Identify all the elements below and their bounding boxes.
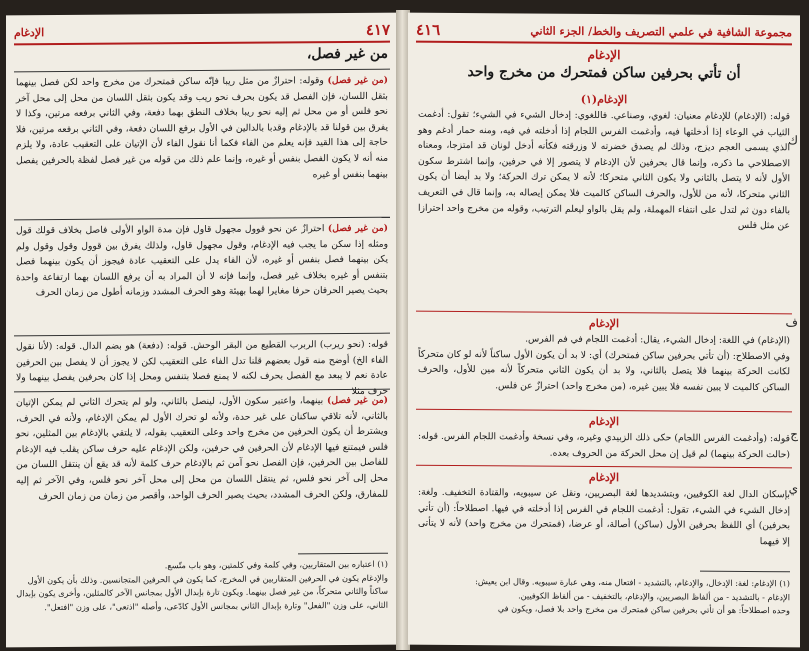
right-sub-heading: الإدغام(١) — [580, 92, 628, 107]
left-footnote-rule — [298, 553, 388, 555]
right-page-header-title: مجموعة الشافية في علمي التصريف والخط/ الجزء الثاني — [530, 23, 792, 39]
right-section-4-heading: الإدغام — [588, 470, 620, 485]
left-rule-2 — [14, 333, 390, 337]
right-main-line: أن تأتي بحرفين ساكن فمتحرك من مخرج واحد — [467, 64, 741, 82]
right-footnote-3: وحده اصطلاحاً: هو أن تأتي بحرفين ساكن فمتحرك من مخرج واحد بلا فصل، ويكون في — [497, 603, 790, 616]
right-section-1-text: قوله: (الإدغام) للإدغام معنيان: لغوي، وصناعي. فاللغوي: إدخال الشيء في الشيء؛ تقول: أدغمت الثياب في الوعاء إذا أدخلتها فيه، وأدغمت الفرس اللجام إذا أدخلته في فيه، ومنه حمار أدغم وهو الذي يسمى العجم ديزج، وذلك لم يصدق خضرته لا وزرقته فكأنه أدخل لونان قد امتزجا، ومعناه الاصطلاحي ما ذكره، وإنما قال بحرفين لأن الإدغام لا يتصور إلا في حرفين، وإنما اشترط سكون الأول لأنه لا يتصل بالثاني ولا يكون الثاني متحركا؛ لأنه لا يمكن ترك الحركة؛ ولا بد أيضا أن يكون الثاني متحركا، لأنه من للأول، والحرف الساكن كالميت فلا يمكن إيصاله به، وإنما قال في التعريف بالفاء دون ثم لتدل على انتفاء المهملة، ولم يقل بالواو ليعلم الترتيب، وقوله من مخرج واحد احترازا عن مثل فلس — [418, 108, 790, 232]
margin-mark-icon: ي — [788, 481, 798, 496]
left-section-1-label: (من غير فصل) — [327, 74, 388, 87]
margin-mark-icon: ج — [790, 427, 798, 442]
right-page-header — [416, 19, 792, 46]
left-section-2-label: (من غير فصل) — [327, 222, 388, 235]
left-section-2-text: احترازٌ عن نحو قوول مجهول قاول فإن مدة الواو الأولى فاصل بخلاف قولك قول ومثله إذا سكن ما يجب فيه الإدغام، وقول مجهول قاول، ولذلك يفرق بين قوول وقول وقول ولم يكن بينهما فصل بنفس أو غيره، لأن الفاء يدل على التعقيب عادة فيجوز أن يكون بينهما فصل بتنفس أو غيره بخلاف غير فصل، وإنما فإنه لا أن المراد به أن يرفع اللسان بهما ارتفاعة واحدة بحيث يصير الحرفان حرفا مغايرا لهما بهيئة وهو الحرف المشدد وزمانه أطول من زمان الحرف — [16, 223, 388, 299]
left-heading: من غير فصل، — [306, 45, 388, 63]
left-section-3-label: (من غير فصل) — [327, 394, 388, 407]
right-footnote-2: الإدغام - بالتشديد - من ألفاظ البصريين، والإدغام، بالتخفيف - من ألفاظ الكوفيين. — [518, 589, 790, 602]
left-section-3 — [16, 393, 388, 548]
right-section-2-text-b: وفي الاصطلاح: (أن تأتي بحرفين ساكن فمتحرك) أي: لا بد أن يكون الأول ساكناً لأنه لو كان متحركاً لكانت الحركة بينهما فلا يتصل بالثاني، ولا بد أن يكون الثاني متحركاً لأنه مين للأول، والحرف الساكن كالميت لا يبين نفسه فلا يبين غيره، (من مخرج واحد) احترازٌ عن فلس. — [418, 348, 790, 394]
right-footnote-rule — [700, 571, 790, 573]
right-section-4 — [418, 485, 790, 556]
right-footnotes — [418, 575, 790, 642]
right-section-3-heading: الإدغام — [588, 414, 620, 429]
left-page-header — [14, 19, 390, 46]
left-page — [6, 13, 398, 648]
right-rule-1 — [416, 311, 792, 315]
right-rule-2 — [416, 409, 792, 413]
margin-mark-icon: ك — [788, 133, 798, 148]
right-section-2 — [418, 331, 790, 408]
right-page — [408, 13, 800, 648]
left-section-1 — [16, 73, 388, 216]
right-section-2-text-a: (الإدغام) في اللغة: إدخال الشيء، يقال: أدغمت اللجام في فم الفرس. — [525, 333, 790, 347]
left-rule-1 — [14, 217, 390, 221]
right-page-number: ٤١٦ — [416, 20, 441, 39]
right-rule-3 — [416, 465, 792, 469]
right-section-3 — [418, 429, 790, 464]
left-section-2 — [16, 221, 388, 332]
left-section-3-text: بينهما، واعتبر سكون الأول، لينصل بالثاني، ولو لم يتحرك الثاني لم يمكن الإتيان بالثاني، لأنه تلاقي ساكنان على غير حدة، ولأنه لو تحرك الأول لم يمكن الإدغام، ولأنه في الحرف، ويشترط أن يكون الحرفين من مخرج واحد وعلى التعقيب بقوله، لا يلتقي بالإدغام بين المثلين، نحو فلس فيمتنع فيها الإدغام لأن الحرفين في حرفين، ولكن الإدغام عليه حرف ساكن يقلب فيه الإدغام للفاصل بين الحرفين، فإن الفصل نحو آمن ثم بالإدغام حرف كلمة لأنه قد يقع أن ينتقل اللسان من محل إلى آخر نحو فلس، ثم ينتقل اللسان من محل إلى محل آخر نحو فلس، وفي الآخر ثم إليه للمفارق، ولكن الحرف المشدد، بحيث يصير الحرف الواحد، وأقصر من زمان من زمان الحرف — [16, 395, 388, 502]
left-section-1-text: وقوله: احترازٌ من مثل ريبا فإنّه ساكن فمتحرك من مخرج واحد لكن فصل بينهما بثقل اللسان، فإن الفصل قد يكون بحرف نحو ريب وقد يكون بثقل اللسان من محل إلى محل آخر نحو فلس أو من محل ثم إليه نحو ريبا بخلاف النطق بهما دفعة، وفي الثاني برفعه مرتين، وكذا لا يفرق بين قولنا قد بالإدغام وقدبا بالدالين في الأول برفع اللسان دفعة، وفي الثاني برفعه مرتين، فلا حاجة إلى هذا القيد فإنه يعلم من الفاء فكما أنا نقول الفاء لأن الإتيان على التعقيب عادة، ولا يلزم منه أنه لا يكون الفصل بنفس أو غيره، وإنما علم ذلك من قوله من غير فصل لفظة بالحرفين يفصل بينهما بنفس أو غيره — [16, 75, 388, 180]
left-rule-3 — [14, 389, 390, 393]
left-box-1 — [16, 337, 388, 397]
left-footnote-1: (١) اعتباره بين المتقاربين، وفي كلمة وفي كلمتين، وهو باب متّسع. — [164, 558, 388, 571]
right-section-3-text: قوله: (وأدغمت الفرس اللجام) حكى ذلك الزبيدي وغيره، وفي نسخة وأدغمت اللجام الفرس. قوله: (حالت الحركة بينهما) لم قيل إن محل الحركة من الحروف بعده. — [418, 430, 790, 460]
right-section-4-text: بإسكان الدال لغة الكوفيين، وبتشديدها لغة البصريين، ونقل عن سيبويه، والقتادة التخفيف. ولغة: إدخال الشيء في الشيء، تقول: أدغمت اللجام في الفرس إذا أدخلته في فيها. اصطلاحاً: (أن تأتي بحرفين) أي اللفظ بحرفين الأول (ساكن) أصالة، أو عرضا، (فمتحرك من مخرج واحد) لأنه لا يتأتى إلا فيهما — [418, 486, 790, 548]
left-page-number: ٤١٧ — [365, 20, 390, 39]
left-page-header-title: الإدغام — [14, 25, 45, 39]
left-footnote-2: والإدغام يكون في الحرفين المتقاربين في المخرج، كما يكون في الحرفين المتجانسين. وذلك بأن يكون الأول ساكناً والثاني متحركاً، من غير فصل بينهما. ويكون تارة بإبدال الأول بمجانس الآخر كالمثلين، وأخرى يكون بإبدال الثاني، على وزن "الفعل" وتارة بإبدال الثاني بمجانس الأول كادّعى، وأصله "اذتعى"، على وزن "افتعل". — [16, 572, 388, 612]
right-section-heading: الإدغام — [587, 47, 621, 63]
left-box-1-text: قوله: (نحو ريرب) الربرب القطيع من البقر الوحش. قوله: (دفعة) هو بضم الدال. قوله: (لأنا نقول الفاء الخ) أوضح منه قول بعضهم قلنا تدل الفاء على التعقيب لكن لا يجوز أن لا يفصل بين الحرفين عادة نعم لا يبعد مع الفصل بحرف لكنه لا يمنع فصلا بتنفس ومحل إذا كان بحرفين يفصل بينهما ولا حرف مثلا — [16, 338, 388, 397]
right-section-2-heading: الإدغام — [588, 316, 620, 331]
right-section-1 — [418, 107, 790, 310]
left-footnotes — [16, 558, 388, 641]
right-footnote-1: (١) الإدغام: لغة: الإدخال، والإدغام، بالتشديد - افتعال منه، وهي عبارة سيبويه. وقال ابن يعيش: — [475, 576, 790, 589]
margin-mark-icon: ف — [785, 315, 798, 330]
left-heading-rule — [14, 69, 390, 73]
